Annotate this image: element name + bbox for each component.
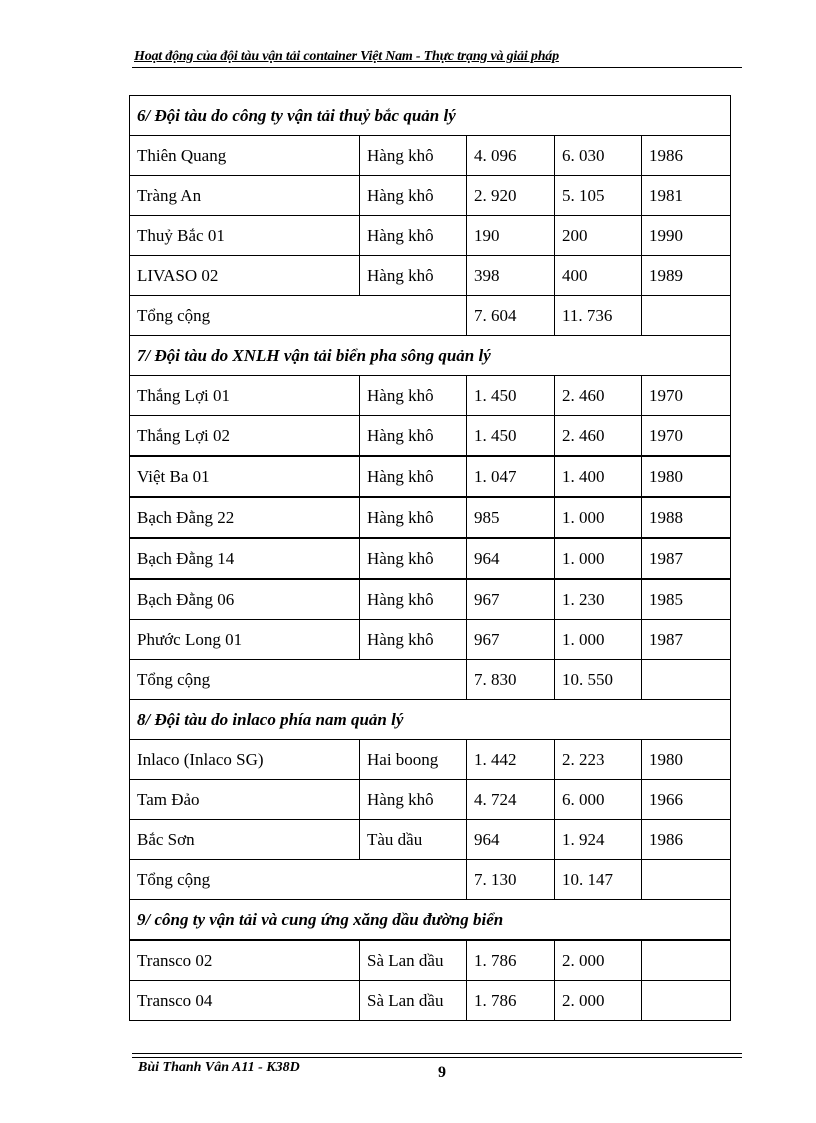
ship-dwt-cell: 1. 230 (555, 579, 642, 620)
ship-grt-cell: 2. 920 (467, 176, 555, 216)
page-number: 9 (438, 1064, 446, 1081)
empty-cell (642, 296, 731, 336)
ship-grt-cell: 190 (467, 216, 555, 256)
ship-year-cell: 1980 (642, 740, 731, 780)
ship-type-cell: Hàng khô (360, 416, 467, 457)
ship-dwt-cell: 400 (555, 256, 642, 296)
ship-year-cell: 1989 (642, 256, 731, 296)
ship-dwt-cell: 1. 924 (555, 820, 642, 860)
section-heading-row (130, 336, 731, 376)
ship-type-cell: Hàng khô (360, 538, 467, 579)
table-row (130, 456, 731, 497)
table-row (130, 620, 731, 660)
ship-year-cell: 1987 (642, 538, 731, 579)
section-heading: 6/ Đội tàu do công ty vận tải thuỷ bắc quản lý (130, 96, 731, 136)
ship-grt-cell: 964 (467, 538, 555, 579)
ship-name-cell: Transco 04 (130, 981, 360, 1021)
footer-rule-thin (132, 1057, 742, 1058)
total-label: Tổng cộng (130, 296, 467, 336)
section-heading-row (130, 96, 731, 136)
total-row (130, 860, 731, 900)
table-row (130, 820, 731, 860)
ship-dwt-cell: 2. 000 (555, 981, 642, 1021)
ship-type-cell: Hàng khô (360, 456, 467, 497)
ship-dwt-cell: 2. 460 (555, 376, 642, 416)
ship-year-cell: 1990 (642, 216, 731, 256)
ship-name-cell: Transco 02 (130, 940, 360, 981)
ship-grt-cell: 985 (467, 497, 555, 538)
ship-name-cell: Thuỷ Bắc 01 (130, 216, 360, 256)
ship-dwt-cell: 2. 000 (555, 940, 642, 981)
total-grt-cell: 7. 130 (467, 860, 555, 900)
ship-year-cell: 1970 (642, 416, 731, 457)
table-row (130, 538, 731, 579)
table-row (130, 940, 731, 981)
fleet-table (129, 95, 731, 1021)
ship-grt-cell: 4. 096 (467, 136, 555, 176)
table-row (130, 376, 731, 416)
ship-grt-cell: 1. 786 (467, 940, 555, 981)
page-header-title: Hoạt động của đội tàu vận tải container Việt Nam - Thực trạng và giải pháp (134, 49, 559, 64)
ship-grt-cell: 967 (467, 620, 555, 660)
ship-type-cell: Hàng khô (360, 176, 467, 216)
ship-name-cell: Phước Long 01 (130, 620, 360, 660)
ship-name-cell: Tràng An (130, 176, 360, 216)
ship-grt-cell: 1. 450 (467, 376, 555, 416)
ship-type-cell: Sà Lan dầu (360, 940, 467, 981)
ship-name-cell: Tam Đảo (130, 780, 360, 820)
section-heading: 8/ Đội tàu do inlaco phía nam quản lý (130, 700, 731, 740)
ship-type-cell: Hàng khô (360, 497, 467, 538)
ship-dwt-cell: 1. 400 (555, 456, 642, 497)
ship-grt-cell: 967 (467, 579, 555, 620)
ship-type-cell: Hai boong (360, 740, 467, 780)
ship-year-cell: 1985 (642, 579, 731, 620)
ship-type-cell: Tàu dầu (360, 820, 467, 860)
empty-cell (642, 660, 731, 700)
ship-year-cell: 1966 (642, 780, 731, 820)
total-grt-cell: 7. 830 (467, 660, 555, 700)
fleet-table-body (130, 96, 731, 1021)
ship-dwt-cell: 200 (555, 216, 642, 256)
table-row (130, 981, 731, 1021)
ship-year-cell: 1987 (642, 620, 731, 660)
ship-name-cell: LIVASO 02 (130, 256, 360, 296)
section-heading-row (130, 700, 731, 740)
ship-name-cell: Thắng Lợi 01 (130, 376, 360, 416)
footer-author: Bùi Thanh Vân A11 - K38D (138, 1060, 300, 1075)
ship-year-cell: 1980 (642, 456, 731, 497)
ship-name-cell: Thắng Lợi 02 (130, 416, 360, 457)
ship-name-cell: Việt Ba 01 (130, 456, 360, 497)
ship-grt-cell: 1. 442 (467, 740, 555, 780)
ship-dwt-cell: 5. 105 (555, 176, 642, 216)
total-dwt-cell: 10. 550 (555, 660, 642, 700)
total-label: Tổng cộng (130, 860, 467, 900)
ship-year-cell: 1986 (642, 820, 731, 860)
section-heading: 7/ Đội tàu do XNLH vận tải biển pha sông quản lý (130, 336, 731, 376)
table-row (130, 416, 731, 457)
ship-year-cell: 1988 (642, 497, 731, 538)
ship-grt-cell: 1. 450 (467, 416, 555, 457)
ship-type-cell: Hàng khô (360, 620, 467, 660)
ship-dwt-cell: 1. 000 (555, 497, 642, 538)
ship-name-cell: Inlaco (Inlaco SG) (130, 740, 360, 780)
total-row (130, 296, 731, 336)
ship-type-cell: Hàng khô (360, 136, 467, 176)
ship-dwt-cell: 6. 030 (555, 136, 642, 176)
ship-type-cell: Hàng khô (360, 256, 467, 296)
ship-name-cell: Bạch Đằng 06 (130, 579, 360, 620)
total-row (130, 660, 731, 700)
ship-dwt-cell: 1. 000 (555, 620, 642, 660)
ship-type-cell: Hàng khô (360, 780, 467, 820)
ship-dwt-cell: 2. 460 (555, 416, 642, 457)
ship-year-cell: 1981 (642, 176, 731, 216)
ship-type-cell: Sà Lan dầu (360, 981, 467, 1021)
table-row (130, 256, 731, 296)
footer-rule (132, 1053, 742, 1054)
table-row (130, 136, 731, 176)
total-dwt-cell: 10. 147 (555, 860, 642, 900)
ship-name-cell: Bắc Sơn (130, 820, 360, 860)
total-label: Tổng cộng (130, 660, 467, 700)
total-dwt-cell: 11. 736 (555, 296, 642, 336)
table-row (130, 780, 731, 820)
ship-year-cell: 1970 (642, 376, 731, 416)
ship-grt-cell: 4. 724 (467, 780, 555, 820)
ship-grt-cell: 964 (467, 820, 555, 860)
section-heading: 9/ công ty vận tải và cung ứng xăng dầu đường biển (130, 900, 731, 941)
ship-dwt-cell: 2. 223 (555, 740, 642, 780)
ship-name-cell: Bạch Đằng 22 (130, 497, 360, 538)
table-row (130, 176, 731, 216)
ship-dwt-cell: 6. 000 (555, 780, 642, 820)
table-row (130, 497, 731, 538)
ship-dwt-cell: 1. 000 (555, 538, 642, 579)
ship-year-cell: 1986 (642, 136, 731, 176)
table-row (130, 740, 731, 780)
ship-type-cell: Hàng khô (360, 376, 467, 416)
ship-type-cell: Hàng khô (360, 216, 467, 256)
ship-name-cell: Thiên Quang (130, 136, 360, 176)
ship-year-cell (642, 981, 731, 1021)
header-rule (132, 67, 742, 68)
ship-name-cell: Bạch Đằng 14 (130, 538, 360, 579)
total-grt-cell: 7. 604 (467, 296, 555, 336)
ship-grt-cell: 1. 047 (467, 456, 555, 497)
ship-type-cell: Hàng khô (360, 579, 467, 620)
ship-grt-cell: 398 (467, 256, 555, 296)
empty-cell (642, 860, 731, 900)
table-row (130, 579, 731, 620)
ship-year-cell (642, 940, 731, 981)
table-row (130, 216, 731, 256)
section-heading-row (130, 900, 731, 941)
ship-grt-cell: 1. 786 (467, 981, 555, 1021)
